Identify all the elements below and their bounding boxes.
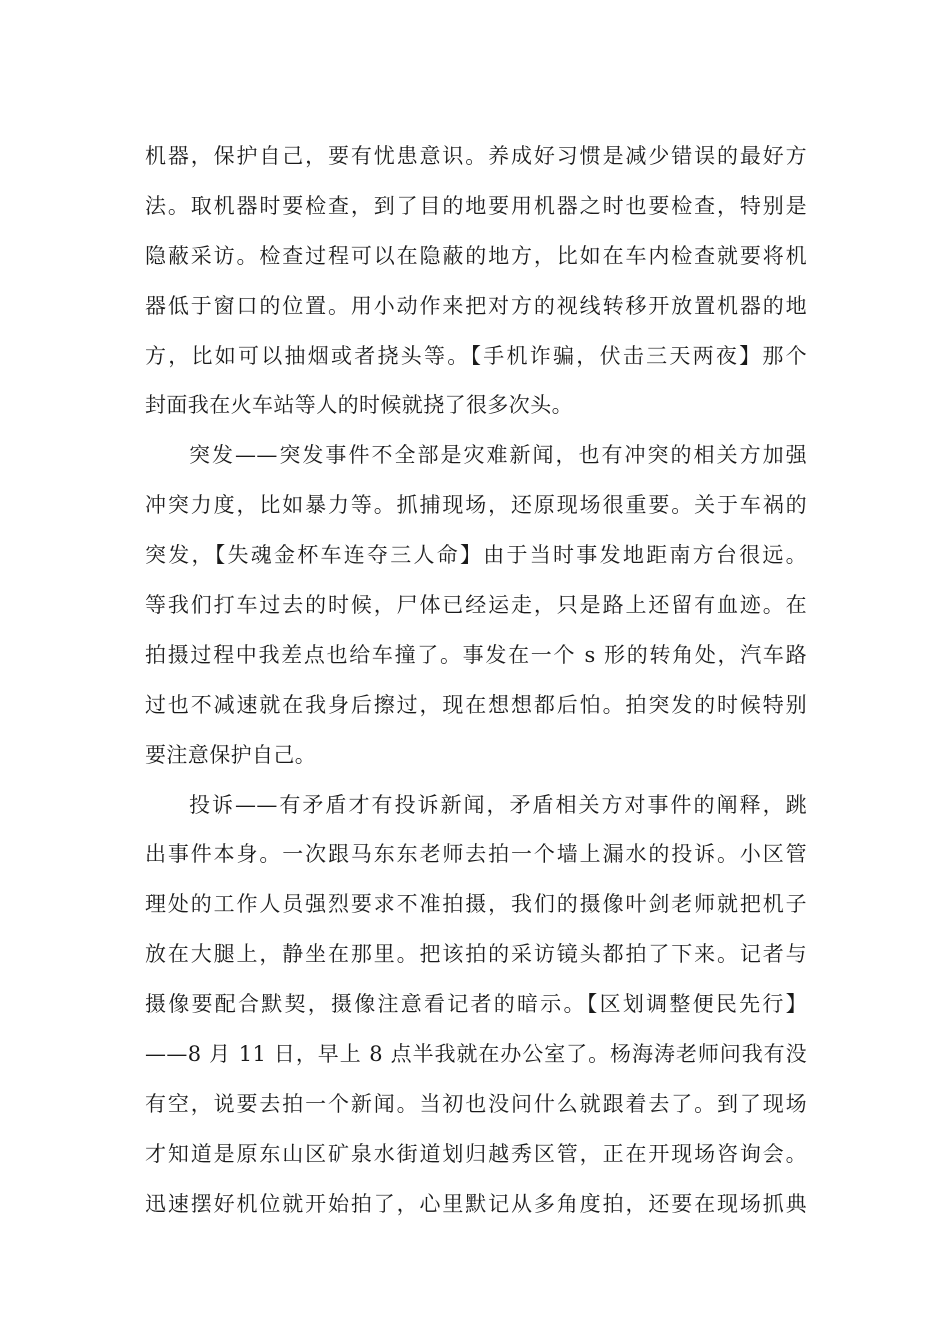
text-line: 突发，【失魂金杯车连夺三人命】由于当时事发地距南方台很远。 — [145, 543, 807, 568]
text-line: 出事件本身。一次跟马东东老师去拍一个墙上漏水的投诉。小区管 — [145, 842, 807, 867]
text-line: ——8 月 11 日，早上 8 点半我就在办公室了。杨海涛老师问我有没 — [145, 1042, 807, 1067]
text-line: 投诉——有矛盾才有投诉新闻，矛盾相关方对事件的阐释，跳 — [189, 792, 807, 817]
text-line: 器低于窗口的位置。用小动作来把对方的视线转移开放置机器的地 — [145, 293, 807, 318]
text-line: 突发——突发事件不全部是灾难新闻，也有冲突的相关方加强 — [189, 443, 807, 468]
text-line: 机器，保护自己，要有忧患意识。养成好习惯是减少错误的最好方 — [145, 144, 807, 168]
text-line: 才知道是原东山区矿泉水街道划归越秀区管，正在开现场咨询会。 — [145, 1141, 807, 1166]
paragraph-1 — [145, 132, 807, 431]
text-line: 方，比如可以抽烟或者挠头等。【手机诈骗，伏击三天两夜】那个 — [145, 343, 807, 368]
text-line: 等我们打车过去的时候，尸体已经运走，只是路上还留有血迹。在 — [145, 593, 807, 618]
text-line: 冲突力度，比如暴力等。抓捕现场，还原现场很重要。关于车祸的 — [145, 493, 807, 518]
text-line: 理处的工作人员强烈要求不准拍摄，我们的摄像叶剑老师就把机子 — [145, 892, 807, 917]
text-line: 摄像要配合默契，摄像注意看记者的暗示。【区划调整便民先行】 — [145, 992, 807, 1017]
text-line: 法。取机器时要检查，到了目的地要用机器之时也要检查，特别是 — [145, 193, 807, 218]
text-line: 隐蔽采访。检查过程可以在隐蔽的地方，比如在车内检查就要将机 — [145, 243, 807, 268]
paragraph-3 — [145, 781, 807, 1230]
document-body — [145, 132, 807, 1230]
text-line: 封面我在火车站等人的时候就挠了很多次头。 — [145, 393, 573, 418]
text-line: 放在大腿上，静坐在那里。把该拍的采访镜头都拍了下来。记者与 — [145, 942, 807, 967]
text-line: 拍摄过程中我差点也给车撞了。事发在一个 s 形的转角处，汽车路 — [145, 642, 807, 667]
text-line: 迅速摆好机位就开始拍了，心里默记从多角度拍，还要在现场抓典 — [145, 1191, 807, 1216]
text-line: 有空，说要去拍一个新闻。当初也没问什么就跟着去了。到了现场 — [145, 1091, 807, 1116]
text-line: 过也不减速就在我身后擦过，现在想想都后怕。拍突发的时候特别 — [145, 692, 807, 717]
text-line: 要注意保护自己。 — [145, 742, 317, 767]
paragraph-2 — [145, 431, 807, 780]
